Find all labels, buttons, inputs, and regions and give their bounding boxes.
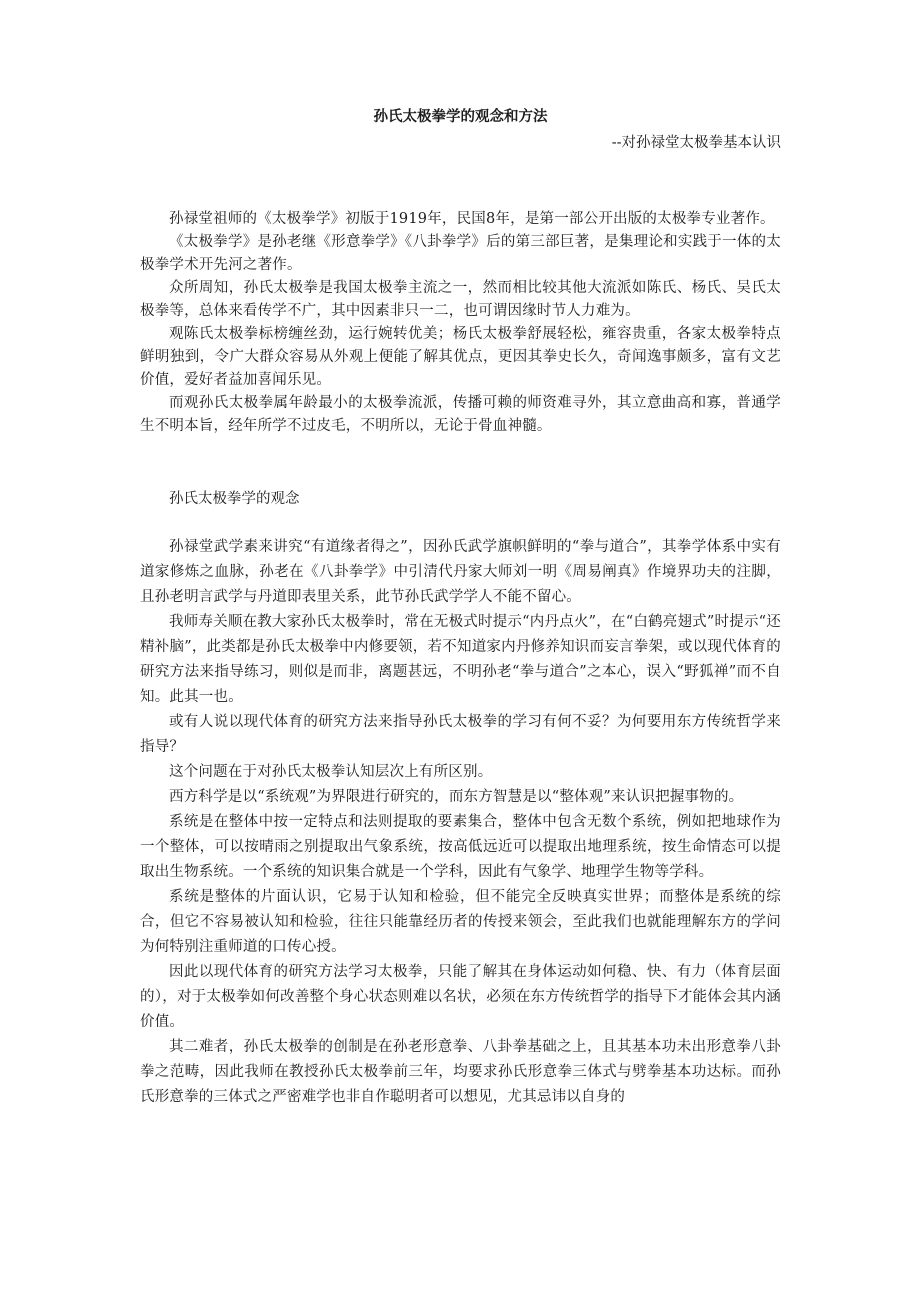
- body-paragraph: 或有人说以现代体育的研究方法来指导孙氏太极拳的学习有何不妥？为何要用东方传统哲学来指导？: [140, 714, 781, 755]
- document-title: 孙氏太极拳学的观念和方法: [373, 108, 548, 125]
- body-paragraph: 孙禄堂武学素来讲究“有道缘者得之”，因孙氏武学旗帜鲜明的“拳与道合”，其拳学体系中实有道家修炼之血脉，孙老在《八卦拳学》中引清代丹家大师刘一明《周易阐真》作境界功夫的注脚，且孙老明言武学与丹道即表里关系，此节孙氏武学学人不能不留心。: [140, 539, 781, 605]
- section-heading: 孙氏太极拳学的观念: [169, 491, 300, 507]
- body-paragraph: 系统是整体的片面认识，它易于认知和检验，但不能完全反映真实世界；而整体是系统的综合，但它不容易被认知和检验，往往只能靠经历者的传授来领会，至此我们也就能理解东方的学问为何特别注重师道的口传心授。: [140, 889, 781, 955]
- intro-paragraph: 而观孙氏太极拳属年龄最小的太极拳流派，传播可赖的师资难寻外，其立意曲高和寡，普通学生不明本旨，经年所学不过皮毛，不明所以，无论于骨血神髓。: [140, 395, 781, 434]
- body-paragraph: 其二难者，孙氏太极拳的创制是在孙老形意拳、八卦拳基础之上，且其基本功未出形意拳八卦拳之范畴，因此我师在教授孙氏太极拳前三年，均要求孙氏形意拳三体式与劈拳基本功达标。而孙氏形意拳的三体式之严密难学也非自作聪明者可以想见，尤其忌讳以自身的: [140, 1039, 781, 1105]
- body-paragraph: 系统是在整体中按一定特点和法则提取的要素集合，整体中包含无数个系统，例如把地球作为一个整体，可以按晴雨之别提取出气象系统，按高低远近可以提取出地理系统，按生命情态可以提取出生物系统。一个系统的知识集合就是一个学科，因此有气象学、地理学生物等学科。: [140, 814, 781, 880]
- intro-section: [140, 208, 781, 438]
- body-paragraph: 因此以现代体育的研究方法学习太极拳，只能了解其在身体运动如何稳、快、有力（体育层面的），对于太极拳如何改善整个身心状态则难以名状，必须在东方传统哲学的指导下才能体会其内涵价值。: [140, 964, 781, 1030]
- intro-paragraph: 观陈氏太极拳标榜缠丝劲，运行婉转优美；杨氏太极拳舒展轻松，雍容贵重，各家太极拳特点鲜明独到，令广大群众容易从外观上便能了解其优点，更因其拳史长久，奇闻逸事颇多，富有文艺价值，爱好者益加喜闻乐见。: [140, 326, 781, 388]
- body-paragraph: 西方科学是以“系统观”为界限进行研究的，而东方智慧是以“整体观”来认识把握事物的。: [169, 789, 744, 805]
- intro-paragraph: 众所周知，孙氏太极拳是我国太极拳主流之一，然而相比较其他大流派如陈氏、杨氏、吴氏太极拳等，总体来看传学不广，其中因素非只一二，也可谓因缘时节人力难为。: [140, 280, 781, 319]
- document-subtitle: --对孙禄堂太极拳基本认识: [611, 135, 781, 151]
- body-paragraph: 这个问题在于对孙氏太极拳认知层次上有所区别。: [169, 764, 493, 780]
- document-page: [140, 104, 781, 1110]
- section-body: [140, 535, 781, 1110]
- intro-paragraph: 《太极拳学》是孙老继《形意拳学》《八卦拳学》后的第三部巨著，是集理论和实践于一体的太极拳学术开先河之著作。: [140, 234, 781, 273]
- body-paragraph: 我师寿关顺在教大家孙氏太极拳时，常在无极式时提示“内丹点火”，在“白鹤亮翅式”时提示“还精补脑”，此类都是孙氏太极拳中内修要领，若不知道家内丹修养知识而妄言拳架，或以现代体育的研究方法来指导练习，则似是而非，离题甚远，不明孙老“拳与道合”之本心，误入“野狐禅”而不自知。此其一也。: [140, 614, 781, 705]
- intro-paragraph: 孙禄堂祖师的《太极拳学》初版于1919年，民国8年，是第一部公开出版的太极拳专业著作。: [169, 211, 775, 227]
